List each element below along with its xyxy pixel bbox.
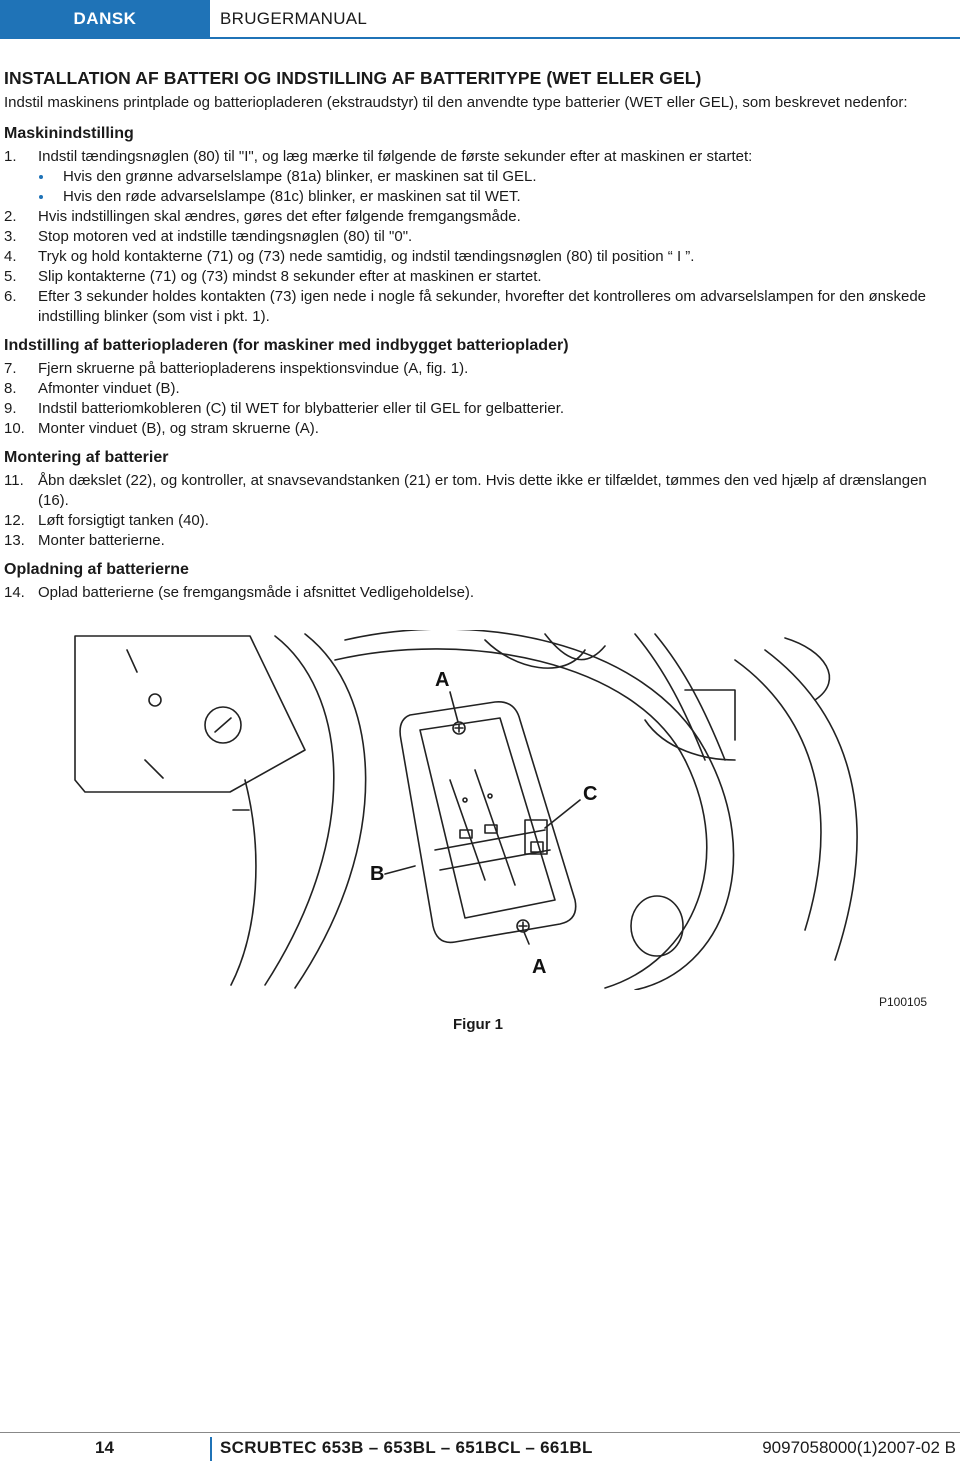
manual-title: BRUGERMANUAL xyxy=(220,9,368,28)
step-number: 9. xyxy=(4,400,17,417)
round-cap xyxy=(631,896,683,956)
step-number: 4. xyxy=(4,248,17,265)
callout-c: C xyxy=(583,783,598,805)
step-number: 7. xyxy=(4,360,17,377)
step-number: 12. xyxy=(4,512,25,529)
footer-rule xyxy=(0,1432,960,1433)
header-rule xyxy=(0,37,960,39)
step-text: Løft forsigtigt tanken (40). xyxy=(38,512,209,529)
step-number: 10. xyxy=(4,420,25,437)
step-number: 13. xyxy=(4,532,25,549)
page-footer xyxy=(0,1432,960,1462)
step-item xyxy=(4,287,954,327)
left-arc xyxy=(231,634,366,988)
step-text: Monter batterierne. xyxy=(38,532,165,549)
montering-steps xyxy=(4,471,954,551)
heading-oplader: Indstilling af batteriopladeren (for maskiner med indbygget batterioplader) xyxy=(4,337,569,354)
bullet-item: Hvis den grønne advarselslampe (81a) blinker, er maskinen sat til GEL. xyxy=(38,167,954,187)
right-hose xyxy=(635,634,857,960)
opladning-steps xyxy=(4,583,954,603)
step-text: Indstil batteriomkobleren (C) til WET for blybatterier eller til GEL for gelbatterier. xyxy=(38,400,565,417)
figure-1-svg xyxy=(45,630,915,990)
step-text: Monter vinduet (B), og stram skruerne (A). xyxy=(38,420,319,437)
step-number: 14. xyxy=(4,584,25,601)
step-item xyxy=(4,583,954,603)
step-item xyxy=(4,511,954,531)
step-text: Fjern skruerne på batteriopladerens inspektionsvindue (A, fig. 1). xyxy=(38,360,469,377)
step-item xyxy=(4,247,954,267)
step-text: Tryk og hold kontakterne (71) og (73) nede samtidig, og indstil tændingsnøglen (80) til position “ I ”. xyxy=(38,248,695,265)
step-number: 1. xyxy=(4,148,17,165)
step-item xyxy=(4,419,954,439)
heading-montering: Montering af batterier xyxy=(4,449,169,466)
language-tab: DANSK xyxy=(0,0,210,38)
step-text: Stop motoren ved at indstille tændingsnøglen (80) til "0". xyxy=(38,228,413,245)
step-item xyxy=(4,531,954,551)
model-names: SCRUBTEC 653B – 653BL – 651BCL – 661BL xyxy=(220,1438,593,1457)
step-item xyxy=(4,359,954,379)
step-item xyxy=(4,399,954,419)
step-number: 2. xyxy=(4,208,17,225)
figure-code: P100105 xyxy=(879,995,928,1009)
outer-ring xyxy=(335,630,734,990)
figure-1-drawing xyxy=(45,630,915,990)
leader-c xyxy=(545,800,580,828)
step-number: 6. xyxy=(4,288,17,305)
callout-b: B xyxy=(370,863,385,885)
heading-opladning: Opladning af batterierne xyxy=(4,561,189,578)
page-header xyxy=(0,0,960,40)
step-text: Afmonter vinduet (B). xyxy=(38,380,180,397)
section-intro: Indstil maskinens printplade og batteriopladeren (ekstraudstyr) til den anvendte type batterier (WET eller GEL), som beskrevet nedenfor: xyxy=(4,94,908,111)
leader-a-top xyxy=(450,692,458,722)
callout-a-top: A xyxy=(435,669,450,691)
indicator-bullets xyxy=(38,167,954,207)
section-title: INSTALLATION AF BATTERI OG INDSTILLING AF BATTERITYPE (WET ELLER GEL) xyxy=(4,68,702,88)
leader-b xyxy=(385,866,415,874)
step-item xyxy=(4,147,954,207)
step-item xyxy=(4,207,954,227)
step-item xyxy=(4,379,954,399)
left-panel xyxy=(75,636,305,792)
screw-icon xyxy=(517,920,529,932)
inspection-window xyxy=(400,702,576,943)
bullet-item: Hvis den røde advarselslampe (81c) blinker, er maskinen sat til WET. xyxy=(38,187,954,207)
step-item xyxy=(4,267,954,287)
step-item xyxy=(4,471,954,511)
callout-a-bottom: A xyxy=(532,956,547,978)
main-content xyxy=(4,68,954,603)
maskinindstilling-steps xyxy=(4,147,954,327)
step-text: Hvis indstillingen skal ændres, gøres det efter følgende fremgangsmåde. xyxy=(38,208,521,225)
oplader-steps xyxy=(4,359,954,439)
step-text: Oplad batterierne (se fremgangsmåde i afsnittet Vedligeholdelse). xyxy=(38,584,475,601)
figure-caption: Figur 1 xyxy=(453,1016,504,1033)
step-item xyxy=(4,227,954,247)
step-text: Efter 3 sekunder holdes kontakten (73) igen nede i nogle få sekunder, hvorefter det kontrolleres om advarselslampen for den ønskede indstilling blinker (som vist i pkt. 1). xyxy=(38,288,927,325)
step-number: 11. xyxy=(4,472,24,489)
step-text: Slip kontakterne (71) og (73) mindst 8 sekunder efter at maskinen er startet. xyxy=(38,268,542,285)
leader-a-bottom xyxy=(524,932,529,944)
heading-maskinindstilling: Maskinindstilling xyxy=(4,125,134,142)
footer-divider xyxy=(210,1437,212,1461)
document-number: 9097058000(1)2007-02 B xyxy=(762,1438,956,1457)
step-text: Åbn dækslet (22), og kontroller, at snavsevandstanken (21) er tom. Hvis dette ikke er tilfældet, tømmes den ved hjælp af drænslangen (16). xyxy=(38,472,927,509)
screw-icon xyxy=(453,722,465,734)
step-number: 8. xyxy=(4,380,17,397)
step-number: 3. xyxy=(4,228,17,245)
step-number: 5. xyxy=(4,268,17,285)
step-text: Indstil tændingsnøglen (80) til "I", og læg mærke til følgende de første sekunder efter at maskinen er startet: xyxy=(38,148,753,165)
page-number: 14 xyxy=(95,1438,114,1457)
